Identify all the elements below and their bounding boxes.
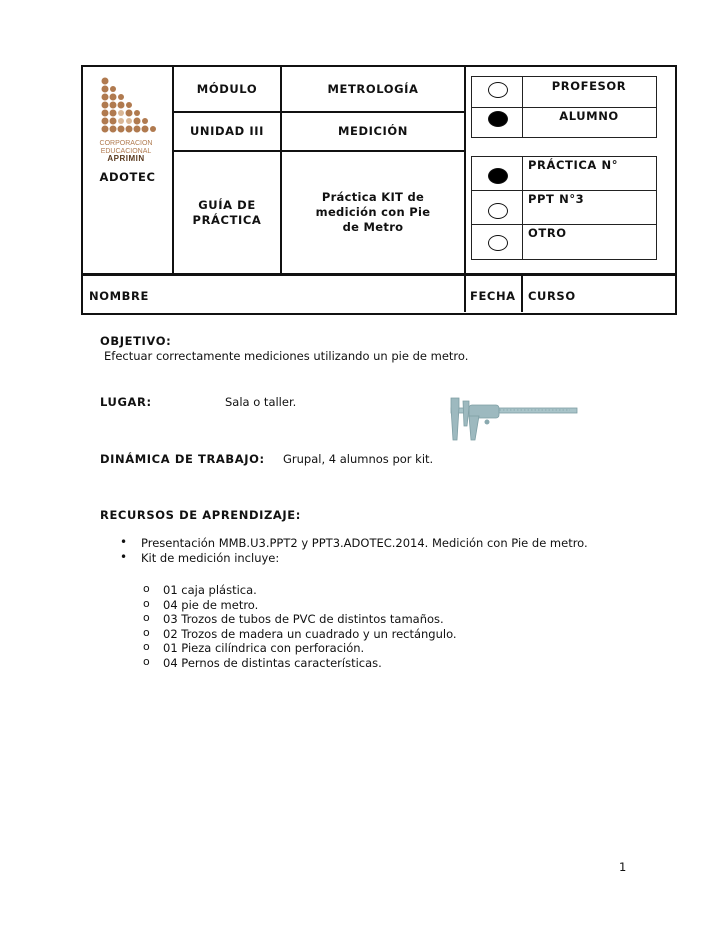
radio-practica[interactable] xyxy=(488,168,508,184)
logo-text-1: CORPORACION xyxy=(99,140,153,147)
option-practica: PRÁCTICA N° xyxy=(528,158,619,172)
unidad-value: MEDICIÓN xyxy=(337,124,409,138)
list-item: o 04 Pernos de distintas características. xyxy=(100,656,660,671)
nombre-label: NOMBRE xyxy=(89,289,149,303)
org-name: ADOTEC xyxy=(99,169,156,184)
recursos-list xyxy=(100,536,660,565)
dinamica-label: DINÁMICA DE TRABAJO: xyxy=(100,452,265,466)
modulo-label: MÓDULO xyxy=(196,81,258,96)
header-table xyxy=(81,65,677,315)
lugar-text: Sala o taller. xyxy=(225,395,297,409)
radio-ppt[interactable] xyxy=(488,203,508,219)
lugar-label: LUGAR: xyxy=(100,395,152,409)
radio-otro[interactable] xyxy=(488,235,508,251)
aprimin-logo xyxy=(93,75,163,165)
logo-graphic xyxy=(93,75,163,137)
recursos-label: RECURSOS DE APRENDIZAJE: xyxy=(100,508,301,522)
option-ppt: PPT N°3 xyxy=(528,192,585,206)
unidad-label: UNIDAD III xyxy=(189,124,265,138)
option-alumno: ALUMNO xyxy=(559,109,619,123)
logo-text-3: APRIMIN xyxy=(107,154,145,163)
option-otro: OTRO xyxy=(528,226,567,240)
option-profesor: PROFESOR xyxy=(551,79,627,93)
practica-title: Práctica KIT de medición con Pie de Metro xyxy=(315,190,431,234)
curso-label: CURSO xyxy=(528,289,576,303)
list-item: o 04 pie de metro. xyxy=(100,598,660,613)
page-number: 1 xyxy=(619,860,627,874)
list-item: o 03 Trozos de tubos de PVC de distintos tamaños. xyxy=(100,612,660,627)
guia-label: GUÍA DE PRÁCTICA xyxy=(192,197,262,227)
modulo-value: METROLOGÍA xyxy=(327,81,419,96)
objetivo-text: Efectuar correctamente mediciones utilizando un pie de metro. xyxy=(104,349,469,363)
list-item: o 02 Trozos de madera un cuadrado y un rectángulo. xyxy=(100,627,660,642)
logo-text-2: EDUCACIONAL xyxy=(100,147,152,155)
list-item: • Presentación MMB.U3.PPT2 y PPT3.ADOTEC.2014. Medición con Pie de metro. xyxy=(100,536,660,551)
list-item: o 01 caja plástica. xyxy=(100,583,660,598)
list-item: o 01 Pieza cilíndrica con perforación. xyxy=(100,641,660,656)
fecha-label: FECHA xyxy=(470,289,516,303)
objetivo-label: OBJETIVO: xyxy=(100,334,172,348)
kit-list xyxy=(100,583,660,670)
caliper-icon xyxy=(445,396,580,442)
radio-alumno[interactable] xyxy=(488,111,508,127)
list-item: • Kit de medición incluye: xyxy=(100,551,660,566)
radio-profesor[interactable] xyxy=(488,82,508,98)
dinamica-text: Grupal, 4 alumnos por kit. xyxy=(283,452,434,466)
